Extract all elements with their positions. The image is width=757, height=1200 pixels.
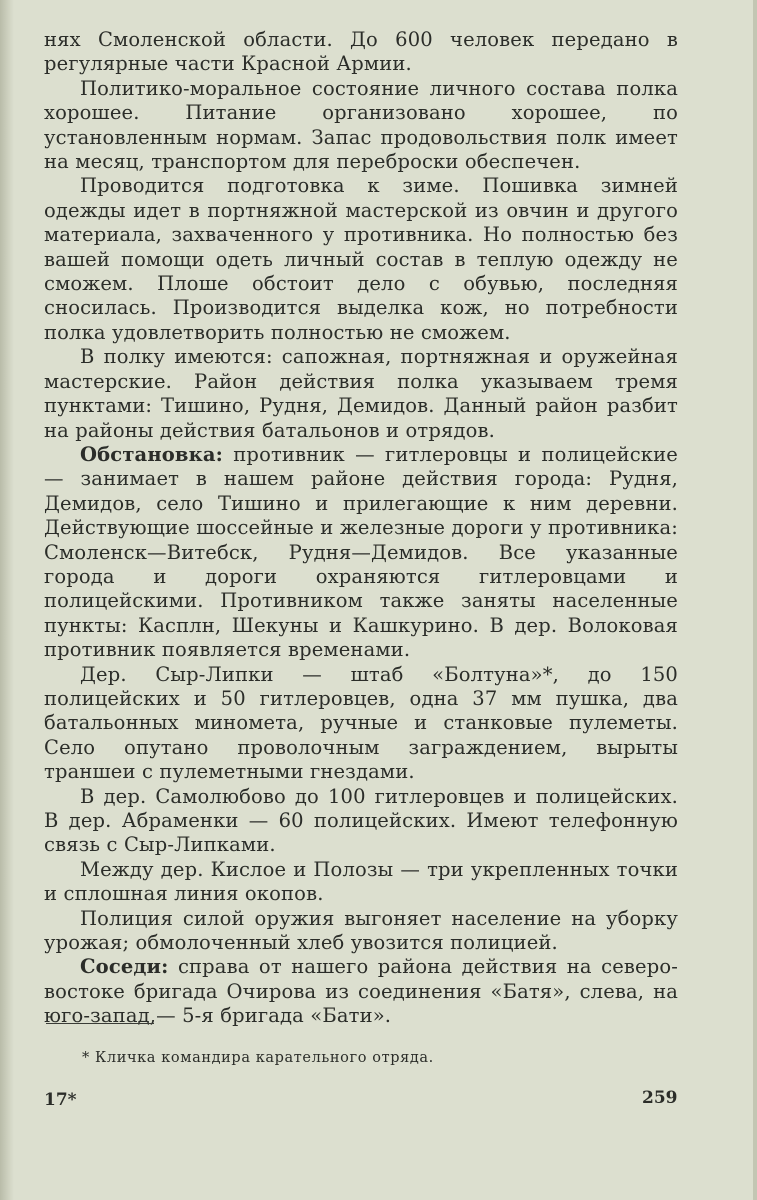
- page-number: 259: [642, 1088, 678, 1108]
- page-spine-shadow: [0, 0, 14, 1200]
- paragraph-6: Дер. Сыр-Липки — штаб «Болтуна»*, до 150 полицейских и 50 гитлеровцев, одна 37 мм пушка, два батальонных миномета, ручные и станковые пулеметы. Село опутано проволочным заграждением, вырыты траншеи с пулеметными гнездами.: [44, 662, 678, 784]
- neighbors-heading: Соседи:: [80, 955, 169, 979]
- situation-heading: Обстановка:: [80, 442, 223, 466]
- body-text: [44, 28, 678, 1029]
- paragraph-1: нях Смоленской области. До 600 человек передано в регулярные части Красной Армии.: [44, 28, 678, 76]
- footnote-divider: [46, 1023, 154, 1024]
- paragraph-9: Полиция силой оружия выгоняет население на уборку урожая; обмолоченный хлеб увозится полицией.: [44, 906, 678, 955]
- signature-mark: 17*: [44, 1090, 77, 1110]
- paragraph-4: В полку имеются: сапожная, портняжная и оружейная мастерские. Район действия полка указываем тремя пунктами: Тишино, Рудня, Демидов. Данный район разбит на районы действия батальонов и отрядов.: [44, 345, 678, 442]
- paragraph-8: Между дер. Кислое и Полозы — три укрепленных точки и сплошная линия окопов.: [44, 857, 678, 906]
- paragraph-2: Политико-моральное состояние личного состава полка хорошее. Питание организовано хорошее, по установленным нормам. Запас продовольствия полк имеет на месяц, транспортом для переброски обеспечен.: [44, 76, 678, 174]
- footnote: * Кличка командира карательного отряда.: [82, 1050, 434, 1066]
- paragraph-7: В дер. Самолюбово до 100 гитлеровцев и полицейских. В дер. Абраменки — 60 полицейских. Имеют телефонную связь с Сыр-Липками.: [44, 784, 678, 857]
- paragraph-neighbors: Соседи: справа от нашего района действия на северо-востоке бригада Очирова из соединения «Батя», слева, на юго-запад,— 5-я бригада «Бати».: [44, 955, 678, 1028]
- paragraph-situation: Обстановка: противник — гитлеровцы и полицейские — занимает в нашем районе действия города: Рудня, Демидов, село Тишино и прилегающие к ним деревни. Действующие шоссейные и железные дороги у противника: Смоленск—Витебск, Рудня—Демидов. Все указанные города и дороги охраняются гитлеровцами и полицейскими. Противником также заняты населенные пункты: Касплн, Шекуны и Кашкурино. В дер. Волоковая противник появляется временами.: [44, 442, 678, 662]
- page-edge: [753, 0, 757, 1200]
- paragraph-3: Проводится подготовка к зиме. Пошивка зимней одежды идет в портняжной мастерской из овчин и другого материала, захваченного у противника. Но полностью без вашей помощи одеть личный состав в теплую одежду не сможем. Плоше обстоит дело с обувью, последняя сносилась. Производится выделка кож, но потребности полка удовлетворить полностью не сможем.: [44, 174, 678, 344]
